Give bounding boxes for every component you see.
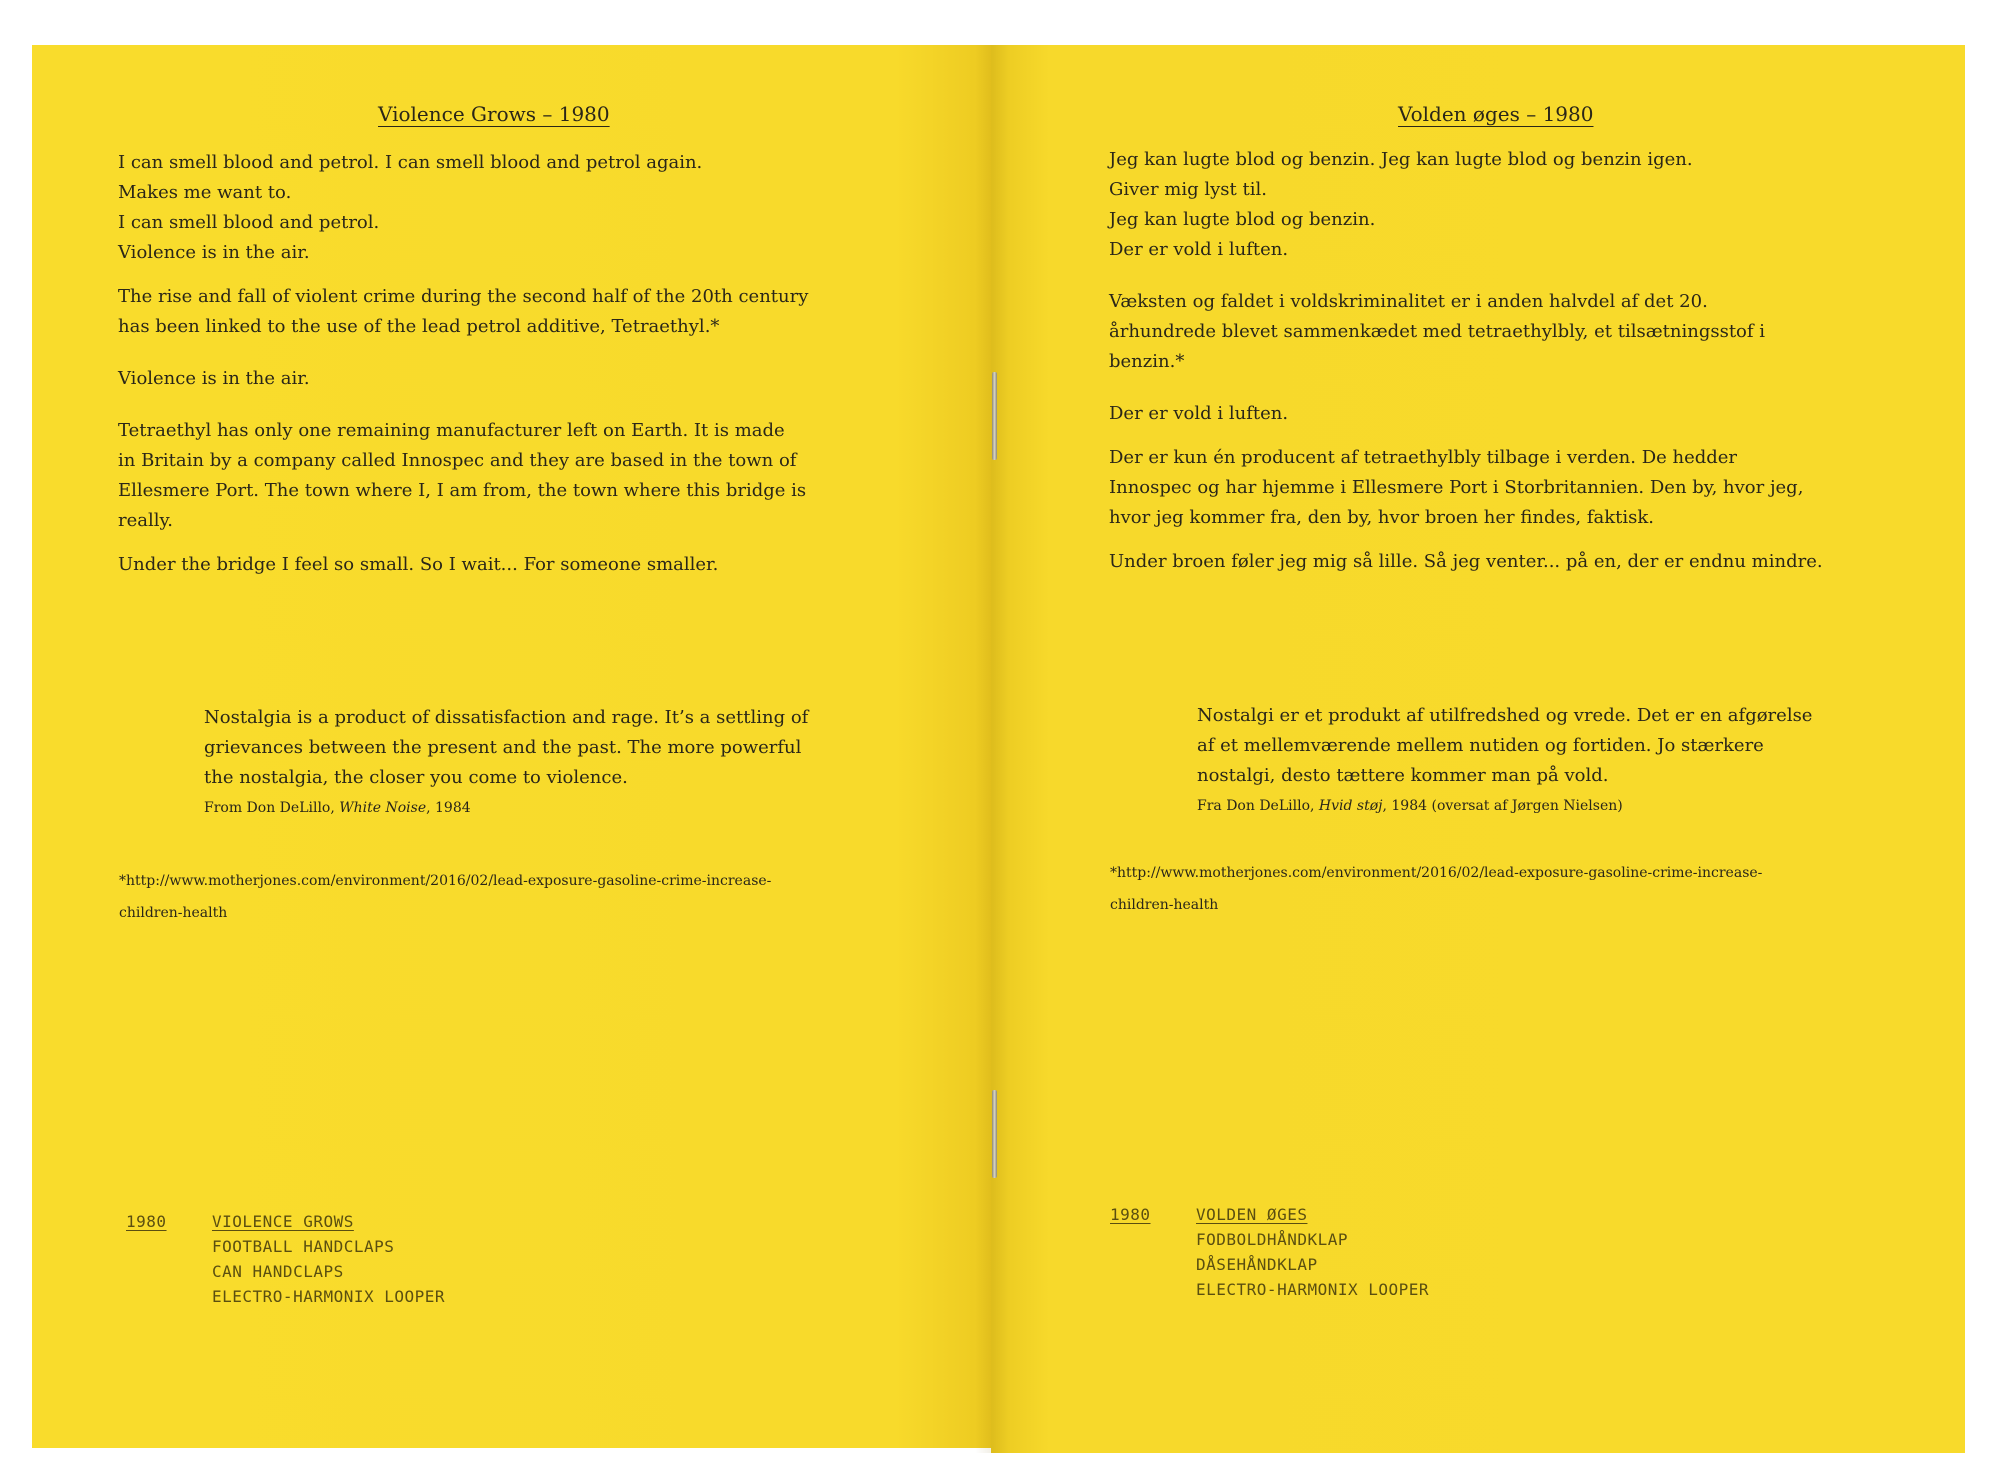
paragraph-line: in Britain by a company called Innospec and they are based in the town of bbox=[118, 450, 797, 471]
attribution-title: Hvid støj bbox=[1318, 798, 1383, 814]
quote-line: Nostalgi er et produkt af utilfredshed og vrede. Det er en afgørelse bbox=[1197, 705, 1813, 726]
body-text bbox=[118, 148, 808, 594]
block-quote bbox=[1197, 701, 1812, 821]
track-year: 1980 bbox=[1110, 1205, 1151, 1224]
poem bbox=[118, 148, 808, 268]
track-year: 1980 bbox=[126, 1212, 167, 1231]
quote-line: the nostalgia, the closer you come to violence. bbox=[204, 767, 628, 788]
quote-line: grievances between the present and the past. The more powerful bbox=[204, 737, 802, 758]
quote-attribution bbox=[204, 793, 808, 823]
track-title: VIOLENCE GROWS bbox=[212, 1212, 354, 1231]
poem-line: I can smell blood and petrol. I can smell blood and petrol again. bbox=[118, 152, 703, 173]
track-item: FOOTBALL HANDCLAPS bbox=[212, 1237, 395, 1256]
paragraph-line: hvor jeg kommer fra, den by, hvor broen her findes, faktisk. bbox=[1109, 507, 1654, 528]
track-item: CAN HANDCLAPS bbox=[212, 1262, 344, 1281]
poem-line: Makes me want to. bbox=[118, 182, 292, 203]
attribution-suffix: , 1984 (oversat af Jørgen Nielsen) bbox=[1382, 798, 1623, 814]
footnote-line: children-health bbox=[119, 905, 228, 921]
paragraph-line: The rise and fall of violent crime during the second half of the 20th century bbox=[118, 286, 809, 307]
quote-attribution bbox=[1197, 791, 1812, 821]
track-title: VOLDEN ØGES bbox=[1196, 1205, 1308, 1224]
poem-line: Giver mig lyst til. bbox=[1109, 179, 1267, 200]
paragraph-line: Violence is in the air. bbox=[118, 368, 310, 389]
paragraph bbox=[118, 282, 808, 342]
paragraph bbox=[118, 550, 808, 580]
body-text bbox=[1109, 145, 1823, 591]
poem-line: Der er vold i luften. bbox=[1109, 239, 1289, 260]
paragraph bbox=[1109, 287, 1823, 377]
attribution-title: White Noise bbox=[339, 800, 427, 816]
paragraph-line: Under the bridge I feel so small. So I wait... For someone smaller. bbox=[118, 554, 719, 575]
poem-line: Jeg kan lugte blod og benzin. bbox=[1109, 209, 1376, 230]
quote-line: nostalgi, desto tættere kommer man på vold. bbox=[1197, 765, 1609, 786]
track-item: FODBOLDHÅNDKLAP bbox=[1196, 1230, 1348, 1249]
paragraph bbox=[1109, 547, 1823, 577]
page-heading: Volden øges – 1980 bbox=[1398, 102, 1594, 126]
track-item: DÅSEHÅNDKLAP bbox=[1196, 1255, 1318, 1274]
paragraph-line: has been linked to the use of the lead petrol additive, Tetraethyl.* bbox=[118, 316, 720, 337]
quote-line: af et mellemværende mellem nutiden og fortiden. Jo stærkere bbox=[1197, 735, 1764, 756]
left-page bbox=[32, 45, 991, 1448]
footnote bbox=[119, 865, 771, 929]
paragraph bbox=[1109, 443, 1823, 533]
paragraph-line: really. bbox=[118, 510, 174, 531]
block-quote bbox=[204, 703, 808, 823]
attribution-suffix: , 1984 bbox=[426, 800, 471, 816]
paragraph-line: Tetraethyl has only one remaining manufacturer left on Earth. It is made bbox=[118, 420, 785, 441]
paragraph-line: Ellesmere Port. The town where I, I am from, the town where this bridge is bbox=[118, 480, 807, 501]
track-item: ELECTRO-HARMONIX LOOPER bbox=[212, 1287, 446, 1306]
footnote-line: *http://www.motherjones.com/environment/2016/02/lead-exposure-gasoline-crime-increase- bbox=[119, 873, 772, 889]
paragraph-line: Der er kun én producent af tetraethylbly tilbage i verden. De hedder bbox=[1109, 447, 1738, 468]
footnote-line: *http://www.motherjones.com/environment/2016/02/lead-exposure-gasoline-crime-increase- bbox=[1110, 865, 1763, 881]
attribution-prefix: Fra Don DeLillo, bbox=[1197, 798, 1319, 814]
paragraph-line: benzin.* bbox=[1109, 351, 1185, 372]
tracklist bbox=[1110, 1202, 1429, 1302]
paragraph-line: Der er vold i luften. bbox=[1109, 403, 1289, 424]
footnote-line: children-health bbox=[1110, 897, 1219, 913]
right-page bbox=[991, 45, 1965, 1453]
paragraph-line: Væksten og faldet i voldskriminalitet er i anden halvdel af det 20. bbox=[1109, 291, 1708, 312]
page-heading: Violence Grows – 1980 bbox=[378, 102, 610, 126]
paragraph bbox=[118, 364, 808, 394]
track-item: ELECTRO-HARMONIX LOOPER bbox=[1196, 1280, 1430, 1299]
paragraph-line: århundrede blevet sammenkædet med tetraethylbly, et tilsætningsstof i bbox=[1109, 321, 1766, 342]
paragraph bbox=[1109, 399, 1823, 429]
paragraph-line: Innospec og har hjemme i Ellesmere Port i Storbritannien. Den by, hvor jeg, bbox=[1109, 477, 1804, 498]
poem-line: I can smell blood and petrol. bbox=[118, 212, 380, 233]
attribution-prefix: From Don DeLillo, bbox=[204, 800, 340, 816]
tracklist bbox=[126, 1209, 445, 1309]
quote-line: Nostalgia is a product of dissatisfaction and rage. It’s a settling of bbox=[204, 707, 809, 728]
staple bbox=[992, 372, 997, 460]
staple bbox=[992, 1090, 997, 1178]
poem-line: Jeg kan lugte blod og benzin. Jeg kan lugte blod og benzin igen. bbox=[1109, 149, 1693, 170]
paragraph-line: Under broen føler jeg mig så lille. Så jeg venter... på en, der er endnu mindre. bbox=[1109, 551, 1823, 572]
poem-line: Violence is in the air. bbox=[118, 242, 310, 263]
paragraph bbox=[118, 416, 808, 536]
footnote bbox=[1110, 857, 1762, 921]
poem bbox=[1109, 145, 1823, 265]
spine-fold bbox=[975, 45, 1009, 1453]
